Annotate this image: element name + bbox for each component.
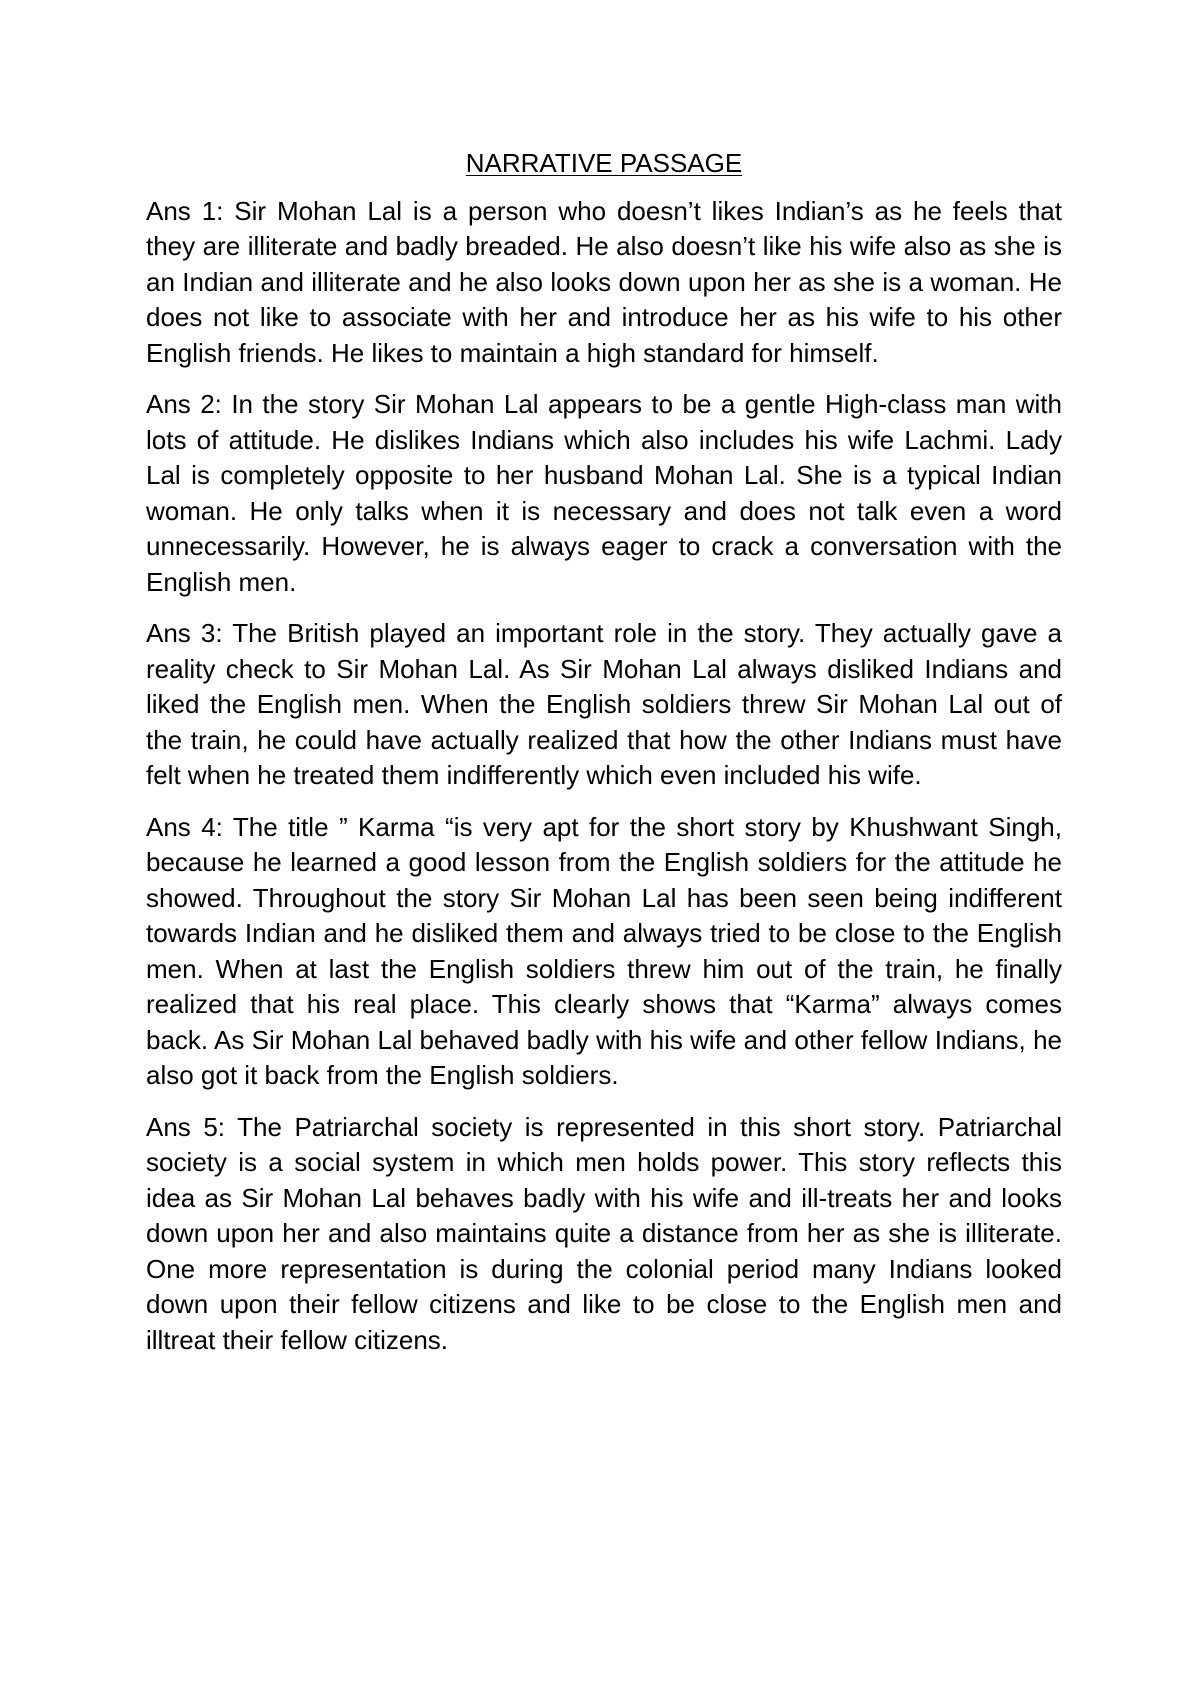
answer-5-paragraph: Ans 5: The Patriarchal society is represented in this short story. Patriarchal society is a social system in which men holds power. This story reflects this idea as Sir Mohan Lal behaves badly with his wife and ill-treats her and looks down upon her and also maintains quite a distance from her as she is illiterate. One more representation is during the colonial period many Indians looked down upon their fellow citizens and like to be close to the English men and illtreat their fellow citizens. bbox=[146, 1111, 1062, 1355]
document-body bbox=[146, 146, 1062, 1374]
answer-2-paragraph: Ans 2: In the story Sir Mohan Lal appears to be a gentle High-class man with lots of attitude. He dislikes Indians which also includes his wife Lachmi. Lady Lal is completely opposite to her husband Mohan Lal. She is a typical Indian woman. He only talks when it is necessary and does not talk even a word unnecessarily. However, he is always eager to crack a conversation with the English men. bbox=[146, 389, 1062, 597]
answer-4-paragraph: Ans 4: The title ” Karma “is very apt for the short story by Khushwant Singh, because he learned a good lesson from the English soldiers for the attitude he showed. Throughout the story Sir Mohan Lal has been seen being indifferent towards Indian and he disliked them and always tried to be close to the English men. When at last the English soldiers threw him out of the train, he finally realized that his real place. This clearly shows that “Karma” always comes back. As Sir Mohan Lal behaved badly with his wife and other fellow Indians, he also got it back from the English soldiers. bbox=[146, 811, 1062, 1090]
document-title: NARRATIVE PASSAGE bbox=[465, 148, 743, 178]
answer-3-paragraph: Ans 3: The British played an important role in the story. They actually gave a reality check to Sir Mohan Lal. As Sir Mohan Lal always disliked Indians and liked the English men. When the English soldiers threw Sir Mohan Lal out of the train, he could have actually realized that how the other Indians must have felt when he treated them indifferently which even included his wife. bbox=[146, 618, 1062, 790]
answer-1-paragraph: Ans 1: Sir Mohan Lal is a person who doesn’t likes Indian’s as he feels that they are illiterate and badly breaded. He also doesn’t like his wife also as she is an Indian and illiterate and he also looks down upon her as she is a woman. He does not like to associate with her and introduce her as his wife to his other English friends. He likes to maintain a high standard for himself. bbox=[146, 195, 1062, 368]
